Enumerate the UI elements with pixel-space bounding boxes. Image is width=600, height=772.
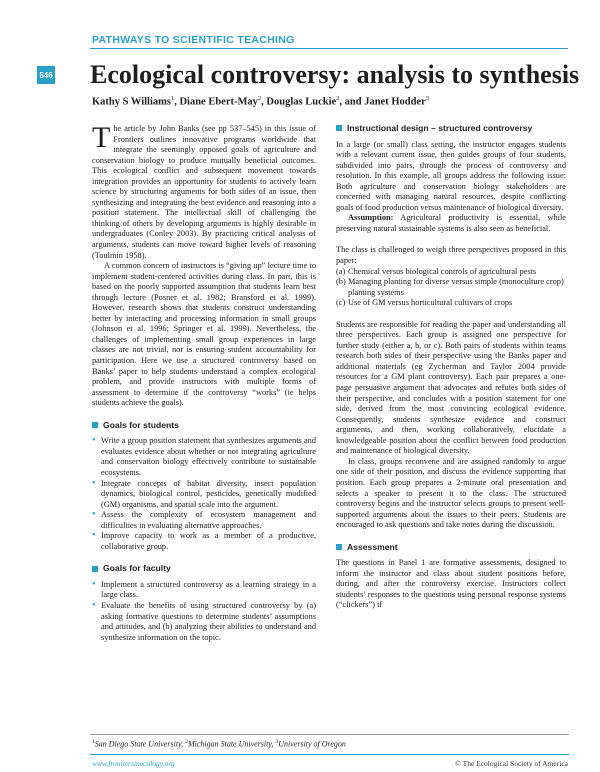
journal-url-link[interactable]: www.frontiersinecology.org bbox=[92, 759, 175, 768]
drop-cap: T bbox=[92, 121, 111, 154]
section-heading-goals-students bbox=[92, 420, 316, 431]
footnote-rule bbox=[90, 734, 569, 735]
right-column bbox=[336, 123, 566, 611]
body-paragraph: The questions in Panel 1 are formative assessments, designed to inform the instructor and class about student positions before, during, and after the controversy exercise. Instructors collect students’ responses to the questions using personal response systems (“clickers”) if bbox=[336, 558, 566, 610]
heading-square-icon bbox=[92, 566, 98, 572]
author-name: Diane Ebert-May bbox=[179, 96, 258, 108]
heading-text: Goals for students bbox=[103, 419, 179, 430]
list-item: • Write a group position statement that synthesizes arguments and evaluates evidence about whether or not integrating agriculture and conservation biology effectively contribute to sustainable ecosystems. bbox=[92, 436, 316, 478]
page-number: 546 bbox=[37, 66, 55, 84]
body-paragraph: Students are responsible for reading the paper and understanding all three perspectives. Each group is assigned one perspective for further study (either a, b, or c). Both pairs of students within teams research both sides of their perspective using the Banks paper and additional materials (eg Zycherman and Taylor 2004 provide resources for a GM plant controversy). Each pair prepares a one-page persuasive argument that advocates and refutes both sides of their perspective, and concludes with a position statement for one side, derived from the most convincing ecological evidence. Consequently, students synthesize evidence and construct arguments, and then, working collaboratively, elucidate a knowledgeable position about the conflict between food production and maintenance of biological diversity. bbox=[336, 319, 566, 456]
series-header: PATHWAYS TO SCIENTIFIC TEACHING bbox=[92, 34, 295, 46]
perspectives-list bbox=[336, 267, 566, 309]
heading-square-icon bbox=[336, 125, 342, 131]
author-affiliation-mark: 2 bbox=[336, 95, 340, 102]
list-text: Use of GM versus horticultural cultivars of crops bbox=[348, 298, 513, 308]
affiliations-footnote bbox=[92, 739, 346, 749]
list-label: (b) bbox=[336, 277, 346, 287]
list-item: • Integrate concepts of habitat diversity, insect population dynamics, biological control, pesticides, genetically modified (GM) organisms, and spatial scale into the argument. bbox=[92, 479, 316, 511]
intro-text: he article by John Banks (see pp 537–545) in this issue of Frontiers outlines innovative programs worldwide that integrate the seemingly opposed goals of agriculture and conservation biology to produce mutually beneficial outcomes. This ecological conflict and subsequent movement towards integration provides an opportunity for students to actively learn science by structuring arguments for both sides of an issue, then synthesizing and integrating the best evidence and reasoning into a position statement. The intellectual skill of challenging the thinking of others by developing arguments is highly desirable in undergraduates (Conley 2003). By practicing critical analysis of arguments, students can move toward higher levels of reasoning (Toulmin 1958). bbox=[92, 124, 316, 260]
author-separator: , bbox=[261, 96, 267, 108]
article-title: Ecological controversy: analysis to synthesis bbox=[90, 60, 580, 89]
list-item bbox=[336, 277, 566, 298]
heading-text: Goals for faculty bbox=[103, 563, 171, 574]
affiliation-mark: 2 bbox=[185, 739, 188, 745]
author-affiliation-mark: 1 bbox=[170, 95, 175, 102]
body-paragraph: A common concern of instructors is “giving up” lecture time to implement student-centered activities during class. In part, this is based on the poorly supported assumption that students learn best through lecture (Posner et al. 1982; Bransford et al. 1999). However, research shows that students construct understanding better by interacting and processing information in small groups (Johnson et al. 1996; Springer et al. 1999). Nevertheless, the challenges of implementing small group experiences in large classes are not trivial, nor is ensuring student accountability for participation. Here we use a structured controversy based on Banks’ paper to help students understand a complex ecological problem, and provide instructors with multiple forms of assessment to determine if the controversy “works” (ie helps students achieve the goals). bbox=[92, 261, 316, 408]
affiliation-mark: 3 bbox=[275, 739, 279, 745]
list-item bbox=[336, 267, 566, 278]
list-item: • Improve capacity to work as a member of a productive, collaborative group. bbox=[92, 531, 316, 552]
heading-square-icon bbox=[92, 422, 98, 428]
footer-rule bbox=[90, 754, 569, 755]
list-text: Managing planting for diverse versus simple (monoculture crop) planting systems bbox=[348, 277, 564, 297]
affiliation-text: Michigan State University, bbox=[187, 739, 276, 749]
section-heading-goals-faculty bbox=[92, 563, 316, 574]
section-heading-assessment bbox=[336, 542, 566, 553]
body-paragraph: In a large (or small) class setting, the instructor engages students with a relevant current issue, then guides groups of four students, subdivided into pairs, through the process of controversy and resolution. In this example, all groups address the following issue: Both agriculture and conservation biology stakeholders are concerned with managing natural resources, despite conflicting goals of food production versus maintenance of biological diversity. bbox=[336, 139, 566, 212]
body-paragraph: In class, groups reconvene and are assigned randomly to argue one side of their position, and discuss the evidence supporting that position. Each group prepares a 2-minute oral presentation and selects a speaker to present it to the class. The structured controversy begins and the instructor selects groups to present well-supported arguments about the issues to their peers. Students are encouraged to ask questions and take notes during the discussion. bbox=[336, 456, 566, 530]
heading-text: Instructional design – structured controversy bbox=[347, 123, 533, 133]
author-name: Douglas Luckie bbox=[266, 96, 337, 108]
list-item: • Assess the complexity of ecosystem management and difficulties in evaluating alternative approaches. bbox=[92, 510, 316, 531]
assumption-text: Agricultural productivity is essential, while preserving natural sustainable systems is also seen as beneficial. bbox=[336, 213, 566, 233]
author-affiliation-mark: 3 bbox=[425, 95, 430, 102]
list-item: • Evaluate the benefits of using structured controversy by (a) asking formative questions to determine students’ assumptions and attitudes, and (b) analyzing their abilities to understand and synthesize information on the topic. bbox=[92, 601, 316, 643]
author-affiliation-mark: 2 bbox=[257, 95, 262, 102]
author-separator: , bbox=[174, 96, 180, 108]
affiliation-text: University of Oregon bbox=[278, 739, 346, 749]
header-rule bbox=[90, 48, 568, 49]
list-label: (a) bbox=[336, 266, 346, 276]
author-list bbox=[92, 95, 429, 108]
assumption-label: Assumption: bbox=[348, 213, 394, 223]
author-name: Kathy S Williams bbox=[92, 96, 171, 108]
list-label: (c) bbox=[336, 298, 346, 308]
list-item bbox=[336, 298, 566, 309]
body-paragraph: The class is challenged to weigh three perspectives proposed in this paper: bbox=[336, 245, 566, 266]
goals-students-list bbox=[92, 436, 316, 552]
copyright-notice: © The Ecological Society of America bbox=[455, 759, 568, 768]
goals-faculty-list bbox=[92, 580, 316, 643]
intro-paragraph bbox=[92, 121, 316, 261]
heading-text: Assessment bbox=[347, 541, 398, 552]
left-column bbox=[92, 121, 316, 643]
author-name: Janet Hodder bbox=[364, 96, 426, 108]
heading-square-icon bbox=[336, 544, 342, 550]
affiliation-mark: 1 bbox=[92, 739, 95, 745]
list-item: • Implement a structured controversy as a learning strategy in a large class. bbox=[92, 580, 316, 601]
author-separator: , and bbox=[339, 96, 365, 108]
assumption-paragraph bbox=[336, 213, 566, 234]
list-text: Chemical versus biological controls of agricultural pests bbox=[348, 266, 537, 276]
affiliation-text: San Diego State University, bbox=[94, 739, 186, 749]
section-heading-design bbox=[336, 123, 566, 134]
